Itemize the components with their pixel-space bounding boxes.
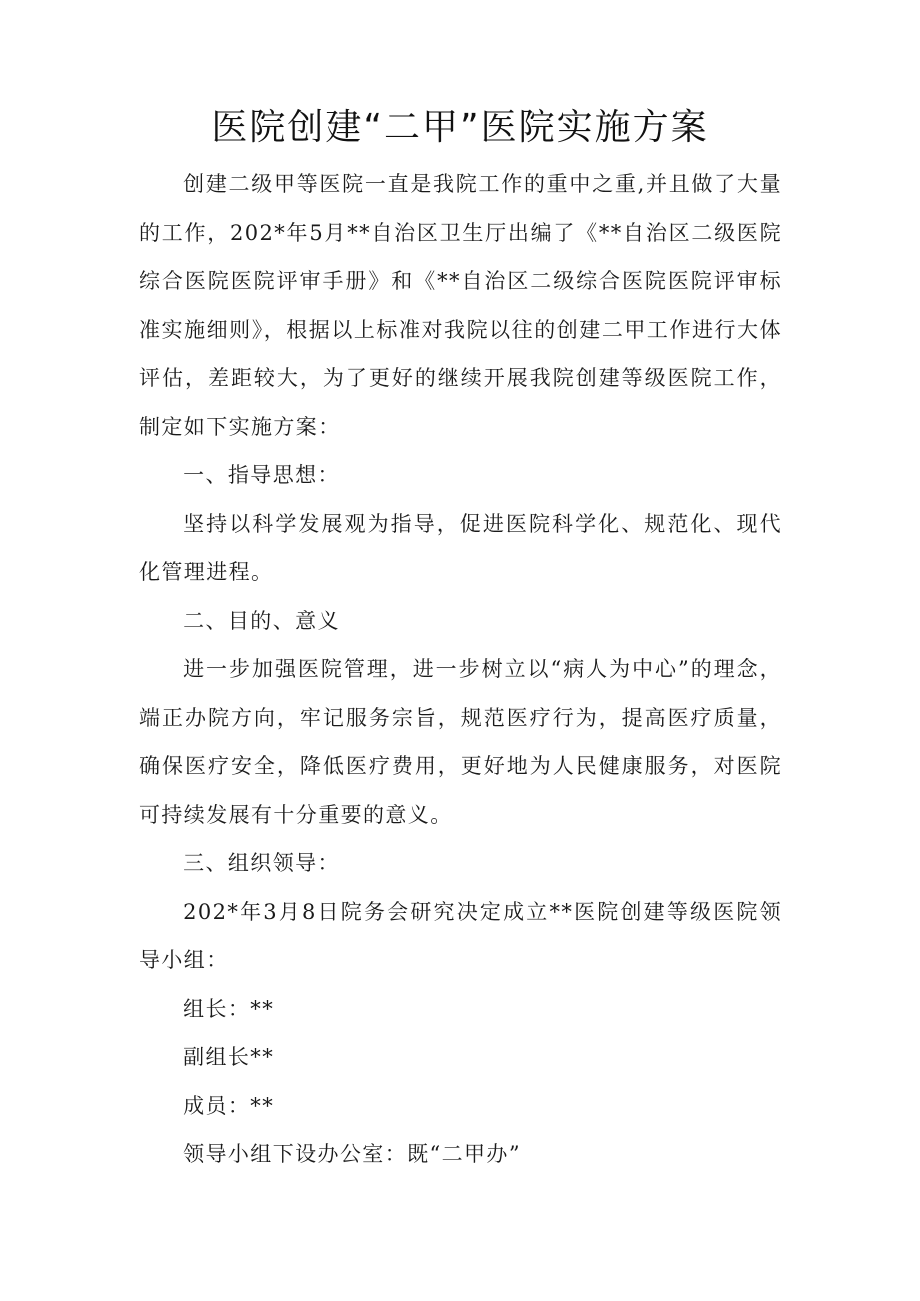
members-line: 成员：** bbox=[183, 1093, 275, 1118]
heading-guiding-ideology: 一、指导思想： bbox=[183, 463, 340, 487]
leader-line: 组长：** bbox=[183, 996, 275, 1021]
paragraph-intro: 创建二级甲等医院一直是我院工作的重中之重,并且做了大量的工作，202*年5月**自治区卫生厅出编了《**自治区二级医院综合医院医院评审手册》和《**自治区二级综合医院医院评审标准实施细则》，根据以上标准对我院以往的创建二甲工作进行大体评估，差距较大，为了更好的继续开展我院创建等级医院工作，制定如下实施方案： bbox=[139, 172, 782, 439]
document-body bbox=[139, 160, 782, 1179]
paragraph-organization: 202*年3月8日院务会研究决定成立**医院创建等级医院领导小组： bbox=[139, 899, 782, 972]
document-title: 医院创建“二甲”医院实施方案 bbox=[211, 107, 709, 148]
heading-organization: 三、组织领导： bbox=[183, 851, 340, 875]
office-line: 领导小组下设办公室：既“二甲办” bbox=[183, 1142, 521, 1166]
heading-purpose: 二、目的、意义 bbox=[183, 608, 340, 633]
paragraph-purpose: 进一步加强医院管理，进一步树立以“病人为中心”的理念，端正办院方向，牢记服务宗旨，规范医疗行为，提高医疗质量，确保医疗安全，降低医疗费用，更好地为人民健康服务，对医院可持续发展有十分重要的意义。 bbox=[139, 657, 782, 827]
paragraph-guiding-ideology: 坚持以科学发展观为指导，促进医院科学化、规范化、现代化管理进程。 bbox=[139, 511, 782, 584]
deputy-leader-line: 副组长** bbox=[183, 1045, 275, 1069]
